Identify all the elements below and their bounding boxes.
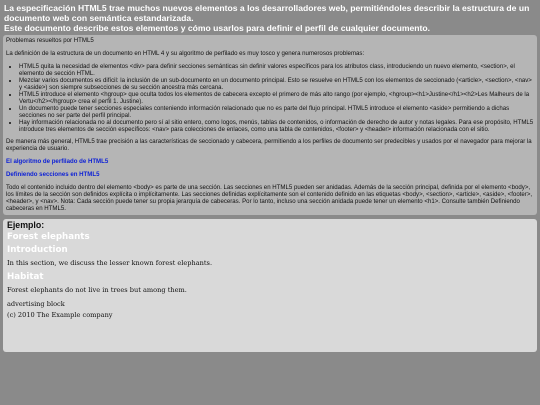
panel-title: Problemas resueltos por HTML5: [6, 37, 94, 44]
problem-item: • HTML5 introduce el elemento <hgroup> que oculta todos los elementos de cabecera excepto el primero de más alto rango (por ejemplo, <hgroup><h1>Justine</h1><h2>Les Malheurs de la Vertu</h2></hgroup> crea el perfil 1. Justine).: [19, 91, 534, 105]
example-paragraph-introduction: In this section, we discuss the lesser known forest elephants.: [7, 259, 213, 267]
example-footer: (c) 2010 The Example company: [7, 311, 113, 319]
link-outline-algorithm[interactable]: El algoritmo de perfilado de HTML5: [6, 158, 109, 165]
problems-list: [6, 63, 534, 133]
example-heading-main: Forest elephants: [7, 232, 90, 242]
header-line-2: Este documento describe estos elementos y cómo usarlos para definir el perfil de cualquier documento.: [4, 23, 430, 33]
problem-item: • Hay información relacionada no al documento pero sí al sitio entero, como logos, menús, tablas de contenidos, o información de derecho de autor y notas legales. Para ese propósito, HTML5 introduce tres elementos de sección específicos: <nav> para colecciones de enlaces, como una tabla de contenidos, <footer> y <header> información relacionada con el sitio.: [19, 119, 534, 133]
example-paragraph-habitat: Forest elephants do not live in trees but among them.: [7, 286, 187, 294]
problem-item: • HTML5 quita la necesidad de elementos <div> para definir secciones semánticas sin definir valores específicos para los atributos class, introduciendo un nuevo elemento, <section>, el elemento de sección HTML.: [19, 63, 534, 77]
example-heading-habitat: Habitat: [7, 272, 44, 282]
example-box: [3, 219, 537, 352]
header-line-1: La especificación HTML5 trae muchos nuevos elementos a los desarrolladores web, permitiéndoles describir la estructura de un documento web con semántica estandarizada.: [4, 3, 530, 23]
panel-summary: De manera más general, HTML5 trae precisión a las características de seccionado y cabecera, permitiendo a los perfiles de documento ser predecibles y usados por el navegador para mejorar la experiencia de usuario.: [6, 138, 532, 152]
example-advertising: advertising block: [7, 300, 65, 308]
example-label: Ejemplo:: [7, 220, 45, 230]
panel-intro: La definición de la estructura de un documento en HTML 4 y su algoritmo de perfilado es muy tosco y genera numerosos problemas:: [6, 50, 365, 57]
problem-item: • Un documento puede tener secciones especiales conteniendo información relacionado que no es parte del flujo principal. HTML5 introduce el elemento <aside> permitiendo a dichas secciones no ser parte del perfil principal.: [19, 105, 534, 119]
link-defining-sections[interactable]: Definiendo secciones en HTML5: [6, 171, 100, 178]
example-heading-introduction: Introduction: [7, 245, 68, 255]
problem-item: • Mezclar varios documentos es difícil: la inclusión de un sub-documento en un documento principal. Esto se resuelve en HTML5 con los elementos de seccionado (<article>, <section>, <nav> y <aside>) son siempre subsecciones de su sección ancestra más cercana.: [19, 77, 534, 91]
panel-body: Todo el contenido incluido dentro del elemento <body> es parte de una sección. Las secciones en HTML5 pueden ser anidadas. Además de la sección principal, definida por el elemento <body>, los límites de la sección son definidos explícita o implícitamente. Las secciones definidas explícitamente son el contenido definido en las etiquetas <body>, <section>, <article>, <aside>, <footer>, <header>, y <nav>. Nota: Cada sección puede tener su propia jerarquía de cabeceras. Por lo tanto, incluso una sección anidada puede tener un elemento <h1>. Consulte también Definiendo cabeceras en HTML5.: [6, 184, 533, 212]
content-panel: [3, 35, 537, 215]
document-header: [0, 0, 540, 35]
